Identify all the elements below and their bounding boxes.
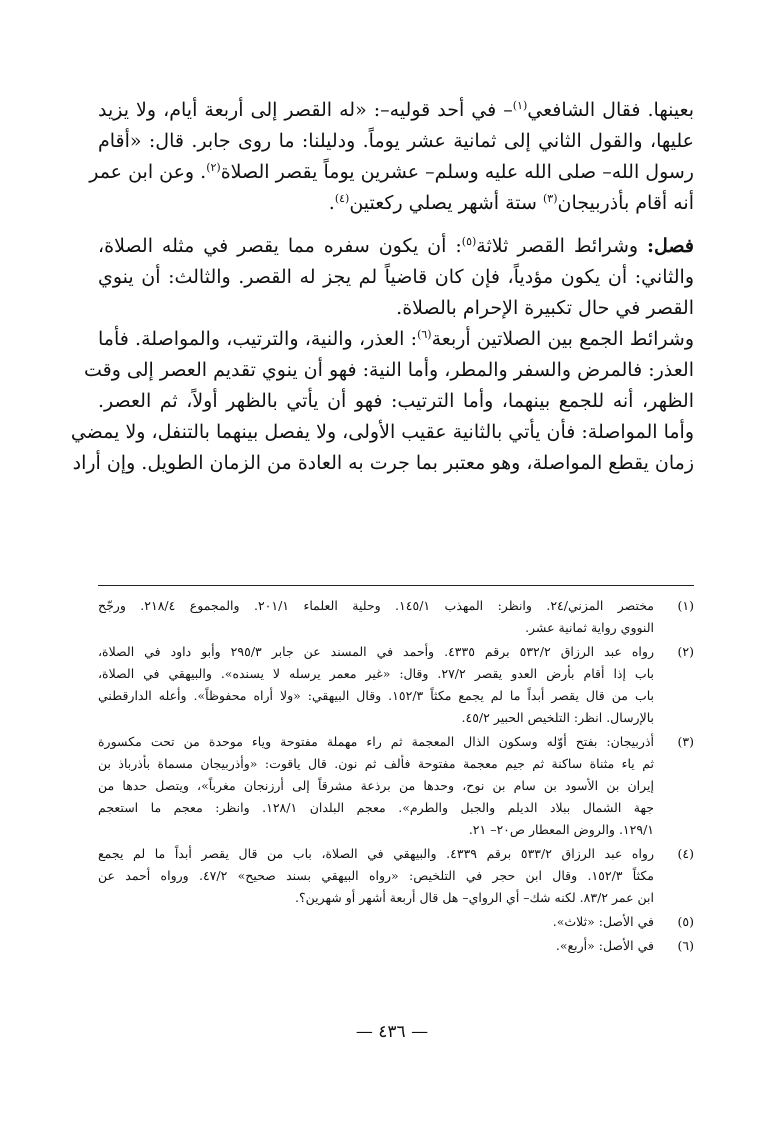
- footnote-line: ثم ياء مثناة ساكنة ثم جيم معجمة مفتوحة فألف ثم نون. قال ياقوت: «وأذربيجان مسماة بأذرباذ بن: [98, 756, 654, 771]
- text-line: العذر: فالمرض والسفر والمطر، وأما النية: فهو أن ينوي تقديم العصر إلى وقت: [83, 359, 694, 381]
- text-line: عليها، والقول الثاني إلى ثمانية عشر يوماً. ودليلنا: ما روى جابر. قال: «أقام: [98, 130, 694, 152]
- footnote-ref[interactable]: (٤): [334, 192, 350, 205]
- footnote-line: إيران بن الأسود بن سام بن نوح، وحدها من برذعة مشرقاً إلى أرزنجان مغرباً»، ويتصل حدها من: [98, 778, 654, 793]
- footnote-ref[interactable]: (٢): [206, 161, 221, 174]
- footnote-number: (٥): [677, 914, 694, 929]
- text-line: الظهر، أنه للجمع بينهما، وأما الترتيب: فهو أن يأتي بالظهر أولاً، ثم العصر.: [98, 390, 694, 412]
- footnote-line: باب إذا أقام بأرض العدو يقصر ٢٧/٢. وقال: «غير معمر يرسله لا يسنده». والبيهقي في الصلاة،: [98, 666, 654, 681]
- text-run: – في أحد قوليه–: «له القصر إلى أربعة أيام، ولا يزيد: [98, 99, 513, 121]
- footnotes: [98, 595, 694, 957]
- main-text: [70, 95, 695, 479]
- footnote-line: في الأصل: «ثلاث».: [552, 914, 654, 929]
- section-label: فصل:: [647, 235, 694, 257]
- footnote-line: النووي رواية ثمانية عشر.: [525, 620, 654, 635]
- footnote-ref[interactable]: (٣): [542, 192, 558, 205]
- text-line: [98, 324, 694, 355]
- footnote-number: (٢): [677, 644, 694, 659]
- footnote: [98, 595, 694, 639]
- footnote-ref[interactable]: (٦): [417, 328, 432, 341]
- footnote-line: ابن عمر ٨٣/٢. لكنه شك– أي الرواي– هل قال أربعة أشهر أو شهرين؟.: [295, 890, 654, 905]
- footnote-line: باب من قال يقصر أبداً ما لم يجمع مكثاً ١٥٢/٣. وقال البيهقي: «ولا أراه محفوظاً». وأعله الدارقطني: [98, 688, 655, 703]
- footnote: [98, 911, 694, 933]
- footnote: [98, 935, 694, 957]
- footnote: [98, 843, 694, 909]
- text-run: : العذر، والنية، والترتيب، والمواصلة. فأما: [98, 328, 418, 350]
- text-line: [89, 157, 694, 188]
- footnote-line: في الأصل: «أربع».: [555, 938, 654, 953]
- footnote-separator: [98, 585, 694, 586]
- footnote-ref[interactable]: (١): [512, 99, 528, 112]
- footnote-number: (٦): [677, 938, 694, 953]
- footnote-number: (٣): [677, 734, 694, 749]
- footnote-line: بالإرسال. انظر: التلخيص الحبير ٤٥/٢.: [461, 710, 654, 725]
- footnote-line: رواه عبد الرزاق ٥٣٣/٢ برقم ٤٣٣٩. والبيهقي في الصلاة، باب من قال يقصر أبداً ما لم يجمع: [98, 846, 654, 861]
- footnote: [98, 641, 694, 729]
- text-run: . وعن ابن عمر: [89, 161, 207, 183]
- footnote-line: رواه عبد الرزاق ٥٣٢/٢ برقم ٤٣٣٥. وأحمد في المسند عن جابر ٢٩٥/٣ وأبو داود في الصلاة،: [98, 644, 654, 659]
- text-line: [98, 95, 694, 126]
- footnote-number: (٤): [677, 846, 694, 861]
- text-run: أنه أقام بأذربيجان: [557, 192, 694, 214]
- footnote-ref[interactable]: (٥): [461, 235, 477, 248]
- footnote-number: (١): [677, 598, 694, 613]
- footnote: [98, 731, 694, 841]
- text-line: وأما المواصلة: فأن يأتي بالثانية عقيب الأولى، ولا يفصل بينهما بالتنفل، ولا يمضي: [70, 421, 694, 443]
- text-run: : أن يكون سفره مما يقصر في مثله الصلاة،: [98, 235, 462, 257]
- text-line: [98, 188, 694, 219]
- text-run: .: [328, 192, 335, 214]
- text-run: وشرائط القصر ثلاثة: [476, 235, 648, 257]
- text-line: زمان يقطع المواصلة، وهو معتبر بما جرت به العادة من الزمان الطويل. وإن أراد: [72, 452, 694, 474]
- page-number: — ٤٣٦ —: [355, 1022, 429, 1042]
- text-run: بعينها. فقال الشافعي: [527, 99, 695, 121]
- footnote-line: أذربيجان: بفتح أوّله وسكون الذال المعجمة ثم راء مهملة مفتوحة وياء موحدة من تحت مكسورة: [98, 734, 654, 749]
- text-line: [98, 231, 694, 262]
- text-line: والثاني: أن يكون مؤدياً، فإن كان قاضياً لم يجز له القصر. والثالث: أن ينوي: [98, 266, 694, 288]
- footnote-line: مختصر المزني/٢٤. وانظر: المهذب ١٤٥/١. وحلية العلماء ٢٠١/١. والمجموع ٢١٨/٤. ورجّح: [98, 598, 654, 613]
- footnote-line: جهة الشمال ببلاد الديلم والجبل والطرم». معجم البلدان ١٢٨/١. وانظر: معجم ما استعجم: [98, 800, 654, 815]
- footnote-line: مكثاً ١٥٢/٣. وقال ابن حجر في التلخيص: «رواه البيهقي بسند صحيح» ٤٧/٢. ورواه أحمد عن: [98, 868, 654, 883]
- text-run: وشرائط الجمع بين الصلاتين أربعة: [431, 328, 694, 350]
- footnote-line: ١٢٩/١. والروض المعطار ص٢٠– ٢١.: [468, 822, 654, 837]
- text-run: رسول الله– صلى الله عليه وسلم– عشرين يوماً يقصر الصلاة: [220, 161, 694, 183]
- text-run: ستة أشهر يصلي ركعتين: [349, 192, 543, 214]
- text-line: القصر في حال تكبيرة الإحرام بالصلاة.: [396, 297, 694, 319]
